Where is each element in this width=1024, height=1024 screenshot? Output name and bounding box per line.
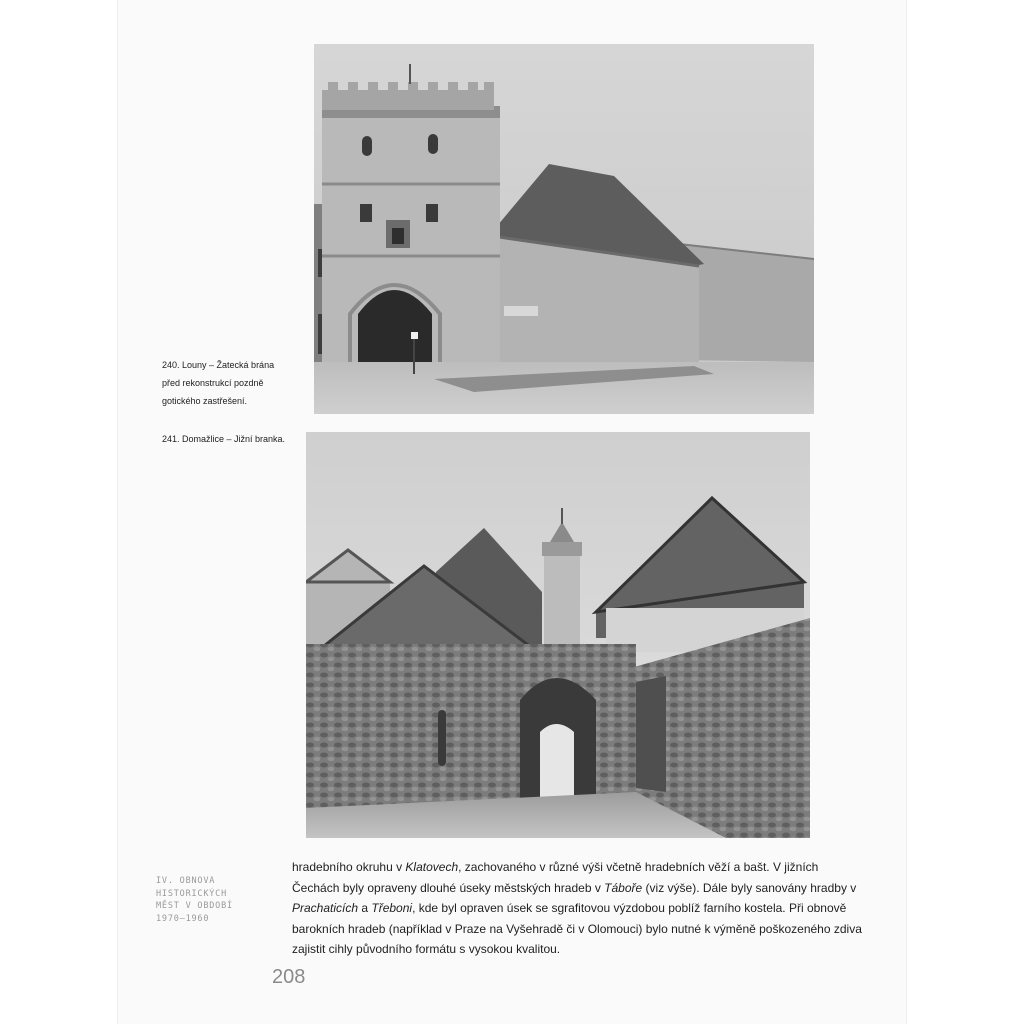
photo-louny-zatecka-gate: [314, 44, 814, 414]
body-seg-1: hradebního okruhu v: [292, 860, 406, 874]
body-seg-2: , zachovaného v různé výši včetně hradebních věží a bašt. V jižních Čechách byly opraveny dlouhé úseky městských hradeb v: [292, 860, 819, 895]
photo-domazlice-drawing: [306, 432, 810, 838]
place-klatovy: Klatovech: [405, 860, 459, 874]
body-text: [292, 857, 866, 960]
place-prachatice: Prachaticích: [292, 901, 359, 915]
section-label: IV. OBNOVA HISTORICKÝCH MĚST V OBDOBÍ 1970–1960: [156, 876, 233, 924]
book-page: [118, 0, 906, 1024]
photo-louny-drawing: [314, 44, 814, 414]
body-seg-3: (viz výše). Dále byly sanovány hradby v: [642, 880, 857, 895]
body-seg-5: , kde byl opraven úsek se sgrafitovou výzdobou poblíž farního kostela. Při obnově barokních hradeb (například v Praze na Vyšehradě či v Olomouci) bylo nutné k výměně poškozeného zdiva zajistit cihly původního formátu s vysokou kvalitou.: [292, 901, 862, 956]
place-trebon: Třeboni: [371, 901, 413, 915]
figure-caption-240: 240. Louny – Žatecká brána před rekonstrukcí pozdně gotického zastřešení.: [162, 360, 275, 406]
page-number: 208: [272, 966, 306, 988]
photo-domazlice-southern-gate: [306, 432, 810, 838]
place-tabor: Táboře: [604, 880, 643, 895]
body-seg-4: a: [358, 901, 372, 915]
figure-caption-241: 241. Domažlice – Jižní branka.: [162, 434, 286, 444]
body-paragraph: [292, 857, 866, 960]
